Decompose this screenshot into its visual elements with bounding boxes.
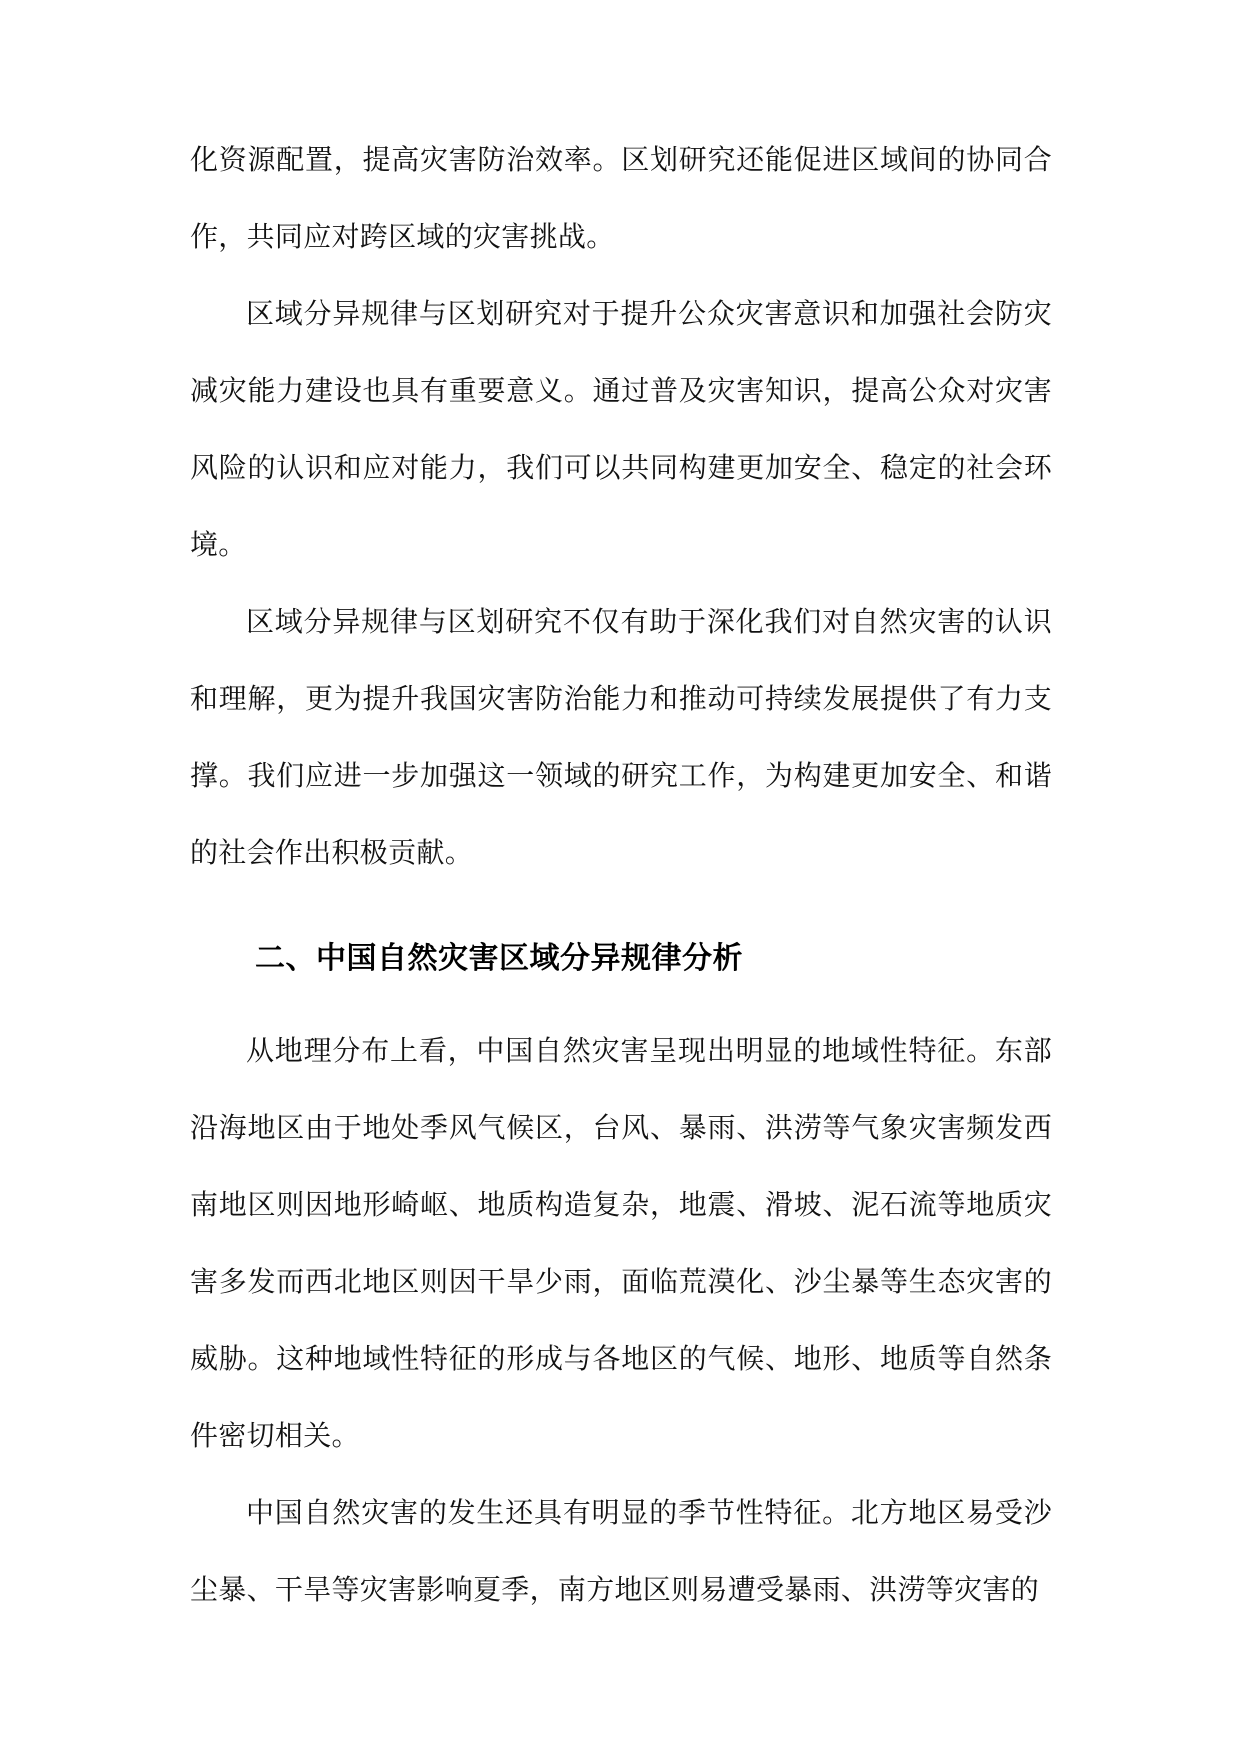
section-heading: 二、中国自然灾害区域分异规律分析 xyxy=(255,941,743,976)
paragraph-continuation: 化资源配置，提高灾害防治效率。区划研究还能促进区域间的协同合作，共同应对跨区域的灾害挑战。 xyxy=(190,143,1052,253)
paragraph-conclusion: 区域分异规律与区划研究不仅有助于深化我们对自然灾害的认识和理解，更为提升我国灾害防治能力和推动可持续发展提供了有力支撑。我们应进一步加强这一领域的研究工作，为构建更加安全、和谐的社会作出积极贡献。 xyxy=(190,605,1052,869)
paragraph-public-awareness: 区域分异规律与区划研究对于提升公众灾害意识和加强社会防灾减灾能力建设也具有重要意义。通过普及灾害知识，提高公众对灾害风险的认识和应对能力，我们可以共同构建更加安全、稳定的社会环境。 xyxy=(190,297,1052,561)
paragraph-seasonal-characteristics: 中国自然灾害的发生还具有明显的季节性特征。北方地区易受沙尘暴、干旱等灾害影响夏季，南方地区则易遭受暴雨、洪涝等灾害的 xyxy=(190,1496,1052,1606)
text-block-lower xyxy=(190,1012,1052,1628)
paragraph-geographic-distribution: 从地理分布上看，中国自然灾害呈现出明显的地域性特征。东部沿海地区由于地处季风气候区，台风、暴雨、洪涝等气象灾害频发西南地区则因地形崎岖、地质构造复杂，地震、滑坡、泥石流等地质灾害多发而西北地区则因干旱少雨，面临荒漠化、沙尘暴等生态灾害的威胁。这种地域性特征的形成与各地区的气候、地形、地质等自然条件密切相关。 xyxy=(190,1034,1052,1452)
text-block-upper xyxy=(190,121,1052,891)
